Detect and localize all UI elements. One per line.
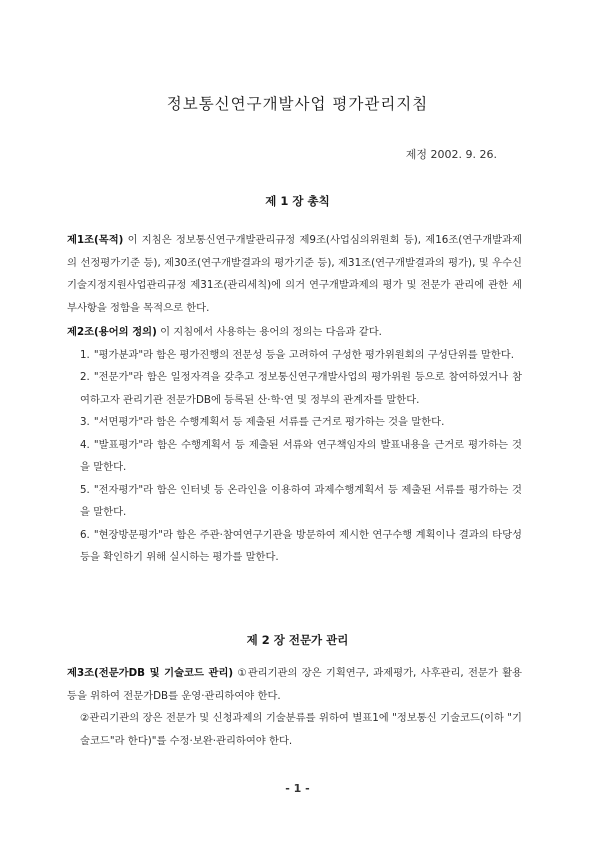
chapter-2-heading: 제 2 장 전문가 관리 — [246, 633, 349, 647]
item-number: 1. — [80, 348, 90, 361]
item-number: 6. — [80, 528, 90, 541]
article-3-heading: 제3조(전문가DB 및 기술코드 관리) — [67, 667, 234, 679]
item-text: "현장방문평가"라 함은 주관·참여연구기관을 방문하여 제시한 연구수행 계획이나 결과의 타당성 등을 확인하기 위해 실시하는 평가를 말한다. — [80, 528, 522, 563]
item-number: 4. — [80, 438, 90, 451]
item-number: 5. — [80, 483, 90, 496]
article-1 — [67, 229, 522, 319]
document-title: 정보통신연구개발사업 평가관리지침 — [166, 95, 429, 113]
chapter-1-heading: 제 1 장 총칙 — [265, 194, 330, 208]
article-3-paragraph-2: ②관리기관의 장은 전문가 및 신청과제의 기술분류를 위하여 별표1에 "정보통신 기술코드(이하 "기술코드"라 한다)"를 수정·보완·관리하여야 한다. — [80, 712, 522, 747]
item-text: "전자평가"라 함은 인터넷 등 온라인을 이용하여 과제수행계획서 등 제출된 서류를 평가하는 것을 말한다. — [80, 483, 522, 518]
item-number: 3. — [80, 416, 90, 428]
article-3 — [67, 662, 522, 752]
article-2 — [67, 321, 522, 569]
definition-item — [67, 411, 522, 434]
item-number: 2. — [80, 371, 90, 383]
page-number: - 1 - — [285, 782, 310, 795]
definition-item — [67, 479, 522, 524]
definition-item — [67, 344, 522, 367]
item-text: "전문가"라 함은 일정자격을 갖추고 정보통신연구개발사업의 평가위원 등으로 참여하였거나 참여하고자 관리기관 전문가DB에 등록된 산·학·연 및 정부의 관계자를 말한다. — [80, 371, 522, 406]
article-1-body: 이 지침은 정보통신연구개발관리규정 제9조(사업심의위원회 등), 제16조(연구개발과제의 선정평가기준 등), 제30조(연구개발결과의 평가기준 등), 제31조(연구개발결과의 평가), 및 우수신기술지정지원사업관리규정 제31조(관리세칙)에 의거 연구개발과제의 평가 및 전문가 관리에 관한 세부사항을 정함을 목적으로 한다. — [67, 234, 522, 314]
item-text: "평가분과"라 함은 평가진행의 전문성 등을 고려하여 구성한 평가위원회의 구성단위를 말한다. — [93, 348, 515, 361]
item-text: "발표평가"라 함은 수행계획서 등 제출된 서류와 연구책임자의 발표내용을 근거로 평가하는 것을 말한다. — [80, 438, 522, 473]
article-1-heading: 제1조(목적) — [67, 234, 124, 246]
article-3-paragraph-1: ①관리기관의 장은 기획연구, 과제평가, 사후관리, 전문가 활용 등을 위하여 전문가DB를 운영·관리하여야 한다. — [67, 667, 522, 702]
article-2-heading: 제2조(용어의 정의) — [67, 326, 157, 338]
definition-item — [67, 366, 522, 411]
article-2-body: 이 지침에서 사용하는 용어의 정의는 다음과 같다. — [160, 326, 382, 338]
item-text: "서면평가"라 함은 수행계획서 등 제출된 서류를 근거로 평가하는 것을 말한다. — [93, 416, 445, 428]
definition-item — [67, 434, 522, 479]
definition-item — [67, 524, 522, 569]
enactment-date: 제정 2002. 9. 26. — [405, 148, 497, 161]
